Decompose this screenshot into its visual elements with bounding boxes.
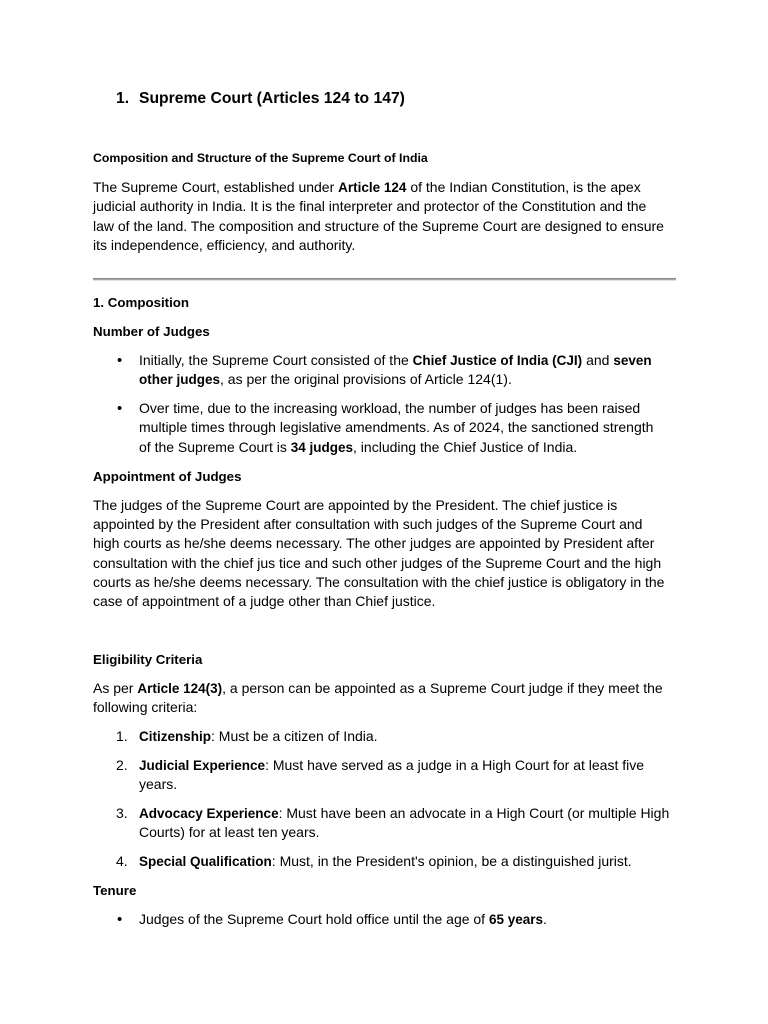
bold-text: Citizenship [139, 729, 212, 744]
text-line [93, 197, 664, 216]
bullet-marker: • [117, 400, 123, 417]
text-run: of the Indian Constitution, is the apex [406, 179, 641, 195]
text-run: its independence, efficiency, and authority. [93, 236, 356, 253]
text-run: : Must, in the President's opinion, be a distinguished jurist. [271, 853, 632, 869]
bold-text: 65 years [488, 912, 544, 927]
list-item-text [139, 351, 652, 390]
section-heading-composition: 1. Composition [93, 295, 190, 310]
numbered-item [116, 804, 669, 843]
text-run: Judges of the Supreme Court hold office until the age of [139, 911, 489, 927]
text-line: case of appointment of a judge other than Chief justice. [93, 592, 436, 609]
appointment-paragraph [93, 496, 664, 611]
text-line [139, 823, 669, 842]
list-item [116, 399, 653, 457]
text-line [93, 217, 664, 236]
list-item-text [139, 852, 632, 871]
text-run: , as per the original provisions of Article 124(1). [220, 371, 512, 388]
bold-text: seven [613, 353, 652, 368]
text-line: appointed by the President after consultation with such judges of the Supreme Court and [93, 516, 643, 533]
title-number: 1. [116, 90, 130, 107]
text-line [139, 370, 652, 389]
list-item [116, 910, 547, 929]
list-number: 3. [116, 805, 128, 821]
bullet-marker: • [117, 352, 123, 369]
subheading-appointment: Appointment of Judges [93, 469, 242, 484]
text-line [139, 727, 378, 746]
numbered-item [116, 727, 378, 746]
text-line [93, 679, 663, 698]
section-subtitle: Composition and Structure of the Supreme Court of India [93, 151, 428, 165]
bold-text: Advocacy Experience [139, 806, 279, 821]
text-line: The judges of the Supreme Court are appointed by the President. The chief justice is [93, 497, 618, 513]
text-run: and [582, 352, 614, 368]
list-item-text [139, 756, 644, 795]
text-run: of the Supreme Court is [139, 438, 291, 455]
numbered-item [116, 756, 644, 795]
text-line [93, 178, 664, 197]
text-run: multiple times through legislative amendments. As of 2024, the sanctioned strength [139, 419, 654, 436]
text-line [139, 399, 653, 418]
list-number: 2. [116, 757, 128, 773]
document-title [116, 89, 405, 109]
text-run: : Must have been an advocate in a High Court (or multiple High [278, 805, 670, 821]
numbered-item [116, 852, 632, 871]
text-line: courts as he/she deems necessary. The consultation with the chief justice is obligatory in the [93, 573, 665, 590]
text-line: consultation with the chief jus tice and such other judges of the Supreme Court and the high [93, 554, 662, 571]
bold-text: 34 judges [290, 439, 354, 455]
text-run: following criteria: [93, 699, 198, 716]
text-run: Initially, the Supreme Court consisted of the [139, 352, 413, 368]
text-run: Courts) for at least ten years. [139, 824, 320, 841]
bold-text: Special Qualification [139, 854, 272, 869]
list-number: 1. [116, 728, 128, 744]
text-line [139, 756, 644, 775]
text-line [139, 852, 632, 871]
text-run: The Supreme Court, established under [93, 179, 339, 195]
bold-text: Article 124 [338, 180, 407, 195]
subheading-number-of-judges: Number of Judges [93, 324, 210, 339]
text-line [139, 804, 669, 823]
text-line [139, 351, 652, 370]
text-line [93, 698, 663, 717]
text-line [93, 236, 664, 255]
horizontal-rule [93, 278, 676, 281]
title-text: Supreme Court (Articles 124 to 147) [139, 90, 405, 107]
list-item-text [139, 910, 547, 929]
text-run: law of the land. The composition and structure of the Supreme Court are designed to ensure [93, 217, 664, 234]
bold-text: Judicial Experience [139, 758, 266, 773]
subheading-tenure: Tenure [93, 883, 137, 898]
text-run: As per [93, 680, 138, 696]
list-item-text [139, 804, 669, 843]
text-line [139, 438, 653, 457]
bold-text: Chief Justice of India (CJI) [412, 353, 583, 368]
text-line: high courts as he/she deems necessary. The other judges are appointed by President after [93, 535, 655, 552]
text-run: years. [139, 776, 178, 793]
intro-paragraph [93, 178, 664, 255]
text-run: : Must have served as a judge in a High Court for at least five [265, 757, 645, 773]
list-number: 4. [116, 853, 128, 869]
text-run: . [543, 911, 547, 927]
bold-text: other judges [139, 372, 221, 388]
subheading-eligibility: Eligibility Criteria [93, 652, 203, 667]
list-item-text [139, 399, 653, 457]
eligibility-intro [93, 679, 663, 718]
list-item-text [139, 727, 378, 746]
text-line [139, 418, 653, 437]
text-run: judicial authority in India. It is the final interpreter and protector of the Constitution and the [93, 198, 647, 215]
text-run: Over time, due to the increasing workload, the number of judges has been raised [139, 400, 641, 416]
list-item [116, 351, 652, 390]
bold-text: Article 124(3) [137, 681, 223, 696]
text-run: , including the Chief Justice of India. [353, 438, 578, 455]
bullet-marker: • [117, 911, 123, 928]
text-line [139, 775, 644, 794]
text-run: : Must be a citizen of India. [211, 728, 378, 744]
text-line [139, 910, 547, 929]
text-run: , a person can be appointed as a Supreme Court judge if they meet the [222, 680, 663, 696]
